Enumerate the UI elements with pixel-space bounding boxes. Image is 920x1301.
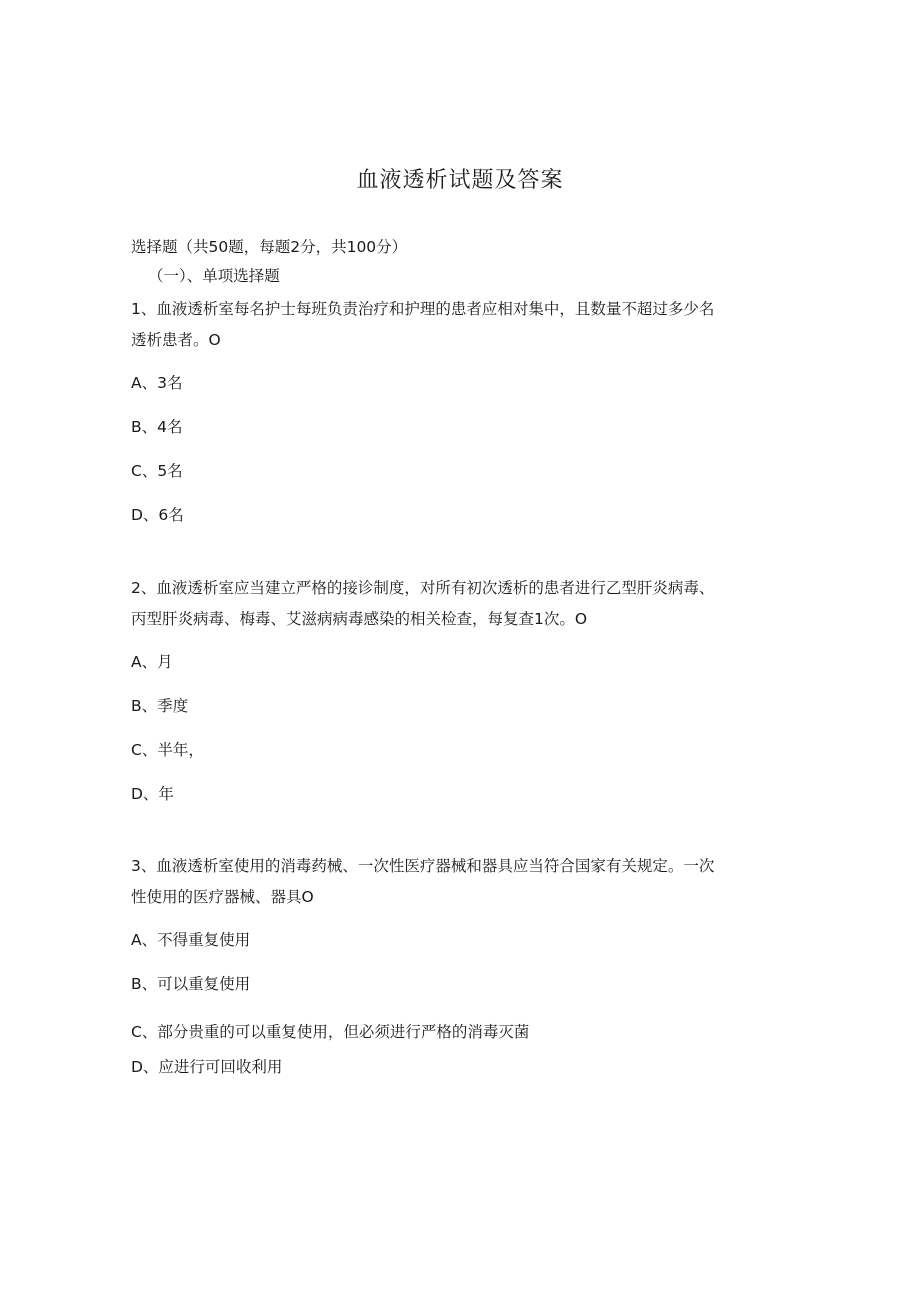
answer-option-c: C、部分贵重的可以重复使用，但必须进行严格的消毒灭菌 — [131, 1023, 530, 1041]
question-stem-line: 2、血液透析室应当建立严格的接诊制度，对所有初次透析的患者进行乙型肝炎病毒、 — [131, 579, 715, 597]
answer-option-a: A、月 — [131, 653, 173, 671]
answer-option-b: B、季度 — [131, 697, 189, 715]
question-stem-line: 性使用的医疗器械、器具O — [131, 888, 314, 906]
answer-option-a: A、不得重复使用 — [131, 931, 251, 949]
question-stem-line: 1、血液透析室每名护士每班负责治疗和护理的患者应相对集中，且数量不超过多少名 — [131, 300, 715, 318]
section-header: 选择题（共50题，每题2分，共100分） — [131, 238, 408, 256]
answer-option-a: A、3名 — [131, 374, 183, 392]
subsection-header: （一）、单项选择题 — [148, 267, 280, 285]
answer-option-d: D、年 — [131, 785, 174, 803]
question-stem-line: 3、血液透析室使用的消毒药械、一次性医疗器械和器具应当符合国家有关规定。一次 — [131, 857, 715, 875]
answer-option-d: D、应进行可回收利用 — [131, 1058, 283, 1076]
answer-option-b: B、可以重复使用 — [131, 975, 251, 993]
document-title: 血液透析试题及答案 — [356, 168, 564, 193]
question-stem-line: 透析患者。O — [131, 331, 221, 349]
answer-option-b: B、4名 — [131, 418, 183, 436]
answer-option-d: D、6名 — [131, 506, 184, 524]
answer-option-c: C、5名 — [131, 462, 183, 480]
question-stem-line: 丙型肝炎病毒、梅毒、艾滋病病毒感染的相关检查，每复查1次。O — [131, 610, 588, 628]
answer-option-c: C、半年， — [131, 741, 204, 759]
